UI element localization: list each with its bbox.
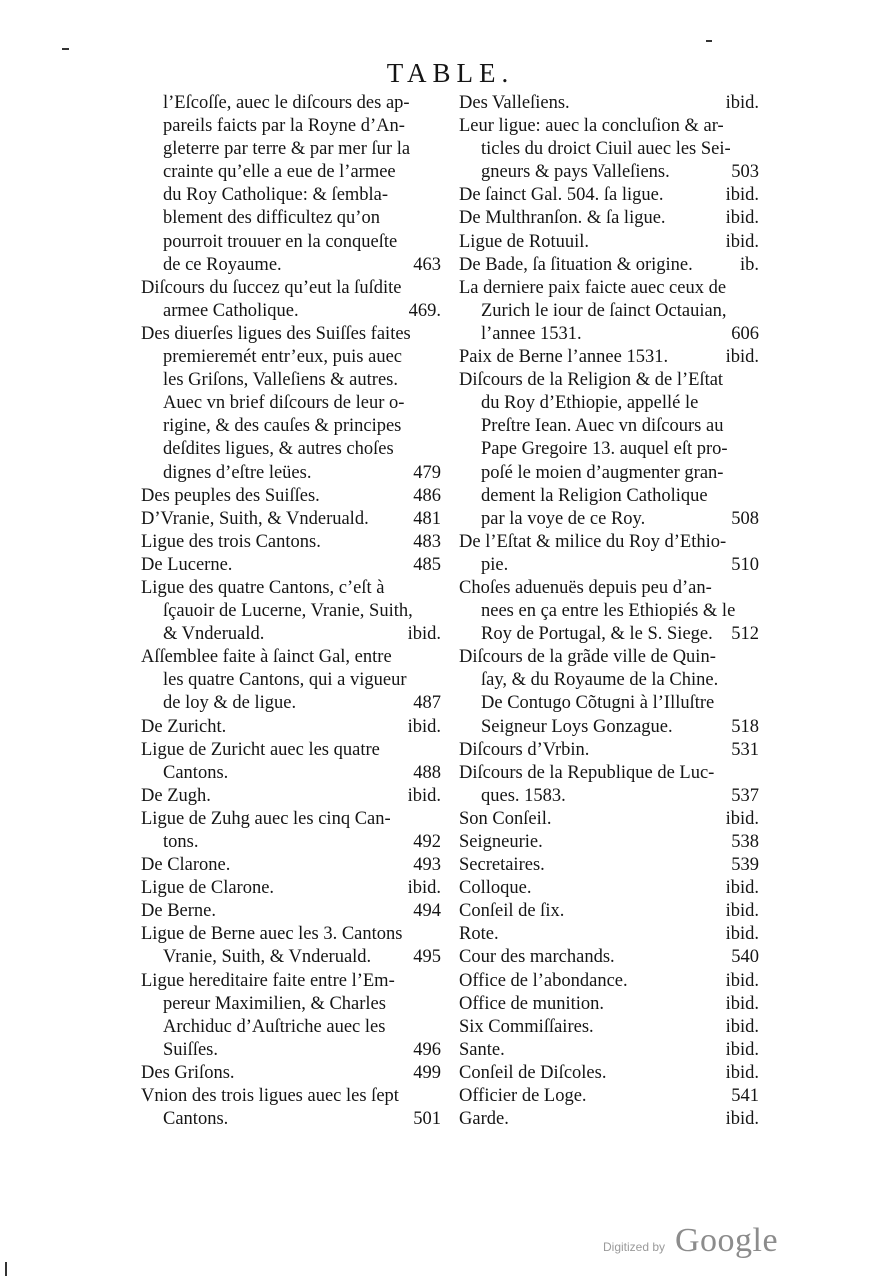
entry-line <box>141 184 441 207</box>
entry-text: Des peuples des Suiſſes. <box>141 485 320 506</box>
entry-line <box>141 254 441 277</box>
page-number: 483 <box>413 531 441 552</box>
page-number: 487 <box>413 693 441 714</box>
entry-line <box>459 462 759 485</box>
entry-line <box>459 716 759 739</box>
index-entry <box>141 92 441 277</box>
entry-text: Ligue des quatre Cantons, c’eſt à <box>141 577 385 598</box>
entry-line <box>141 323 441 346</box>
entry-line <box>459 161 759 184</box>
index-entry <box>141 1062 441 1085</box>
entry-text: Garde. <box>459 1109 509 1130</box>
entry-text: Leur ligue: auec la concluſion & ar- <box>459 116 724 137</box>
entry-text: Zurich le iour de ſainct Octauian, <box>481 300 727 321</box>
entry-text: Ligue des trois Cantons. <box>141 531 321 552</box>
entry-line <box>459 323 759 346</box>
page-number: 481 <box>413 508 441 529</box>
index-entry <box>459 739 759 762</box>
index-entry <box>459 923 759 946</box>
entry-line <box>459 1108 759 1131</box>
entry-text: les quatre Cantons, qui a vigueur <box>163 670 407 691</box>
index-entry <box>141 739 441 785</box>
page-number: 541 <box>731 1086 759 1107</box>
index-entry <box>141 808 441 854</box>
entry-line <box>141 692 441 715</box>
index-entry <box>459 115 759 184</box>
entry-line <box>459 1016 759 1039</box>
entry-line <box>141 785 441 808</box>
entry-text: pie. <box>481 554 509 575</box>
entry-text: De Berne. <box>141 901 216 922</box>
page-number: 501 <box>413 1109 441 1130</box>
entry-text: Aſſemblee faite à ſainct Gal, entre <box>141 647 392 668</box>
page-number: 479 <box>413 462 441 483</box>
entry-text: Ligue hereditaire faite entre l’Em- <box>141 970 395 991</box>
scan-speck <box>706 40 712 42</box>
page-number: ibid. <box>725 924 759 945</box>
entry-text: Cantons. <box>163 762 229 783</box>
index-entry <box>141 1085 441 1131</box>
index-entry <box>459 1016 759 1039</box>
entry-text: Diſcours de la grãde ville de Quin- <box>459 647 716 668</box>
index-entry <box>141 277 441 323</box>
entry-line <box>141 716 441 739</box>
entry-text: Ligue de Zuhg auec les cinq Can- <box>141 808 391 829</box>
entry-text: Cour des marchands. <box>459 947 615 968</box>
page-number: ibid. <box>725 1109 759 1130</box>
entry-text: par la voye de ce Roy. <box>481 508 646 529</box>
entry-line <box>141 577 441 600</box>
entry-text: Diſcours du ſuccez qu’eut la ſuſdite <box>141 277 402 298</box>
entry-line <box>459 739 759 762</box>
entry-line <box>459 231 759 254</box>
page-number: ibid. <box>725 231 759 252</box>
entry-text: du Roy Catholique: & ſembla- <box>163 185 389 206</box>
entry-text: Office de l’abondance. <box>459 970 628 991</box>
entry-text: Ligue de Berne auec les 3. Cantons <box>141 924 403 945</box>
page-number: 496 <box>413 1039 441 1060</box>
entry-text: Preſtre Iean. Auec vn diſcours au <box>481 416 724 437</box>
index-entry <box>459 831 759 854</box>
entry-line <box>141 831 441 854</box>
index-entry <box>459 92 759 115</box>
entry-line <box>141 115 441 138</box>
entry-line <box>141 531 441 554</box>
index-column-right <box>459 92 759 1131</box>
entry-text: De Lucerne. <box>141 554 233 575</box>
entry-line <box>459 669 759 692</box>
index-entry <box>459 184 759 207</box>
entry-line <box>141 946 441 969</box>
index-entry <box>141 531 441 554</box>
entry-text: De Bade, ſa ſituation & origine. <box>459 254 693 275</box>
entry-text: Diſcours de la Republique de Luc- <box>459 762 715 783</box>
entry-line <box>141 462 441 485</box>
entry-line <box>459 808 759 831</box>
entry-line <box>141 970 441 993</box>
entry-text: Sante. <box>459 1039 505 1060</box>
index-entry <box>141 554 441 577</box>
entry-text: & Vnderuald. <box>163 624 265 645</box>
entry-line <box>141 369 441 392</box>
entry-line <box>459 600 759 623</box>
entry-text: Colloque. <box>459 878 532 899</box>
entry-text: l’Eſcoſſe, auec le diſcours des ap- <box>163 93 410 113</box>
entry-line <box>459 277 759 300</box>
index-entry <box>459 854 759 877</box>
entry-text: Ligue de Zuricht auec les quatre <box>141 739 380 760</box>
entry-line <box>459 1085 759 1108</box>
entry-text: tons. <box>163 832 199 852</box>
entry-text: ſay, & du Royaume de la Chine. <box>481 670 719 691</box>
entry-line <box>141 623 441 646</box>
index-entry <box>459 1108 759 1131</box>
entry-line <box>141 207 441 230</box>
index-entry <box>459 877 759 900</box>
entry-line <box>459 115 759 138</box>
entry-text: Des diuerſes ligues des Suiſſes faites <box>141 323 411 344</box>
page-number: ibid. <box>407 624 441 645</box>
digitized-by-label: Digitized by <box>603 1240 666 1254</box>
index-entry <box>459 1085 759 1108</box>
page-number: 510 <box>731 554 759 575</box>
page-number: 493 <box>413 855 441 876</box>
entry-text: premieremét entr’eux, puis auec <box>163 347 403 368</box>
page-number: 512 <box>731 624 759 645</box>
page-number: ibid. <box>725 208 759 229</box>
page-number: 606 <box>731 323 759 344</box>
entry-line <box>141 600 441 623</box>
entry-line <box>459 946 759 969</box>
entry-line <box>141 1108 441 1131</box>
entry-line <box>459 508 759 531</box>
entry-line <box>459 438 759 461</box>
page-number: 540 <box>731 947 759 968</box>
entry-text: De Clarone. <box>141 855 231 876</box>
entry-text: Secretaires. <box>459 855 545 876</box>
page-number: ibid. <box>725 993 759 1014</box>
entry-text: De l’Eſtat & milice du Roy d’Ethio- <box>459 531 727 552</box>
entry-line <box>141 646 441 669</box>
scan-speck <box>62 48 69 50</box>
entry-text: Diſcours de la Religion & de l’Eſtat <box>459 370 724 391</box>
entry-text: La derniere paix faicte auec ceux de <box>459 277 727 298</box>
entry-text: nees en ça entre les Ethiopiés & le <box>481 601 736 622</box>
index-entry <box>459 646 759 738</box>
entry-text: dement la Religion Catholique <box>481 485 708 506</box>
entry-text: Des Griſons. <box>141 1062 235 1083</box>
entry-text: dignes d’eſtre leües. <box>163 462 312 483</box>
page-number: 518 <box>731 716 759 737</box>
page-number: ibid. <box>407 878 441 899</box>
page-number: 469. <box>408 300 441 321</box>
entry-line <box>141 762 441 785</box>
entry-line <box>141 392 441 415</box>
page-number: 538 <box>731 832 759 852</box>
index-entry <box>141 323 441 485</box>
index-entry <box>459 1039 759 1062</box>
entry-text: Son Conſeil. <box>459 808 552 829</box>
entry-line <box>141 161 441 184</box>
entry-line <box>141 438 441 461</box>
entry-text: poſé le moien d’augmenter gran- <box>481 462 724 483</box>
page-number: 531 <box>731 739 759 760</box>
index-entry <box>459 254 759 277</box>
entry-line <box>141 1016 441 1039</box>
entry-line <box>141 485 441 508</box>
entry-line <box>459 300 759 323</box>
entry-text: Rote. <box>459 924 499 945</box>
entry-line <box>141 1039 441 1062</box>
page-number: ibid. <box>725 93 759 113</box>
index-entry <box>141 785 441 808</box>
entry-text: Roy de Portugal, & le S. Siege. <box>481 624 713 645</box>
page-number: ibid. <box>725 1039 759 1060</box>
index-entry <box>459 531 759 577</box>
entry-text: Choſes aduenuës depuis peu d’an- <box>459 577 712 598</box>
entry-text: rigine, & des cauſes & principes <box>163 416 402 437</box>
entry-text: Diſcours d’Vrbin. <box>459 739 590 760</box>
entry-text: Cantons. <box>163 1109 229 1130</box>
entry-text: ticles du droict Ciuil auec les Sei- <box>481 139 731 160</box>
entry-line <box>141 415 441 438</box>
scan-speck <box>5 1262 7 1276</box>
index-entry <box>141 877 441 900</box>
index-entry <box>459 577 759 646</box>
page-number: 495 <box>413 947 441 968</box>
entry-line <box>141 669 441 692</box>
entry-line <box>459 415 759 438</box>
entry-text: De Multhranſon. & ſa ligue. <box>459 208 666 229</box>
entry-line <box>459 623 759 646</box>
page-number: 485 <box>413 554 441 575</box>
index-entry <box>141 854 441 877</box>
entry-text: ques. 1583. <box>481 785 566 806</box>
index-entry <box>459 970 759 993</box>
entry-text: De ſainct Gal. 504. ſa ligue. <box>459 185 664 206</box>
entry-text: Des Valleſiens. <box>459 93 570 113</box>
index-entry <box>459 277 759 346</box>
entry-line <box>459 923 759 946</box>
entry-line <box>459 900 759 923</box>
entry-text: De Contugo Cõtugni à l’Illuſtre <box>481 693 715 714</box>
index-entry <box>459 369 759 531</box>
entry-text: de ce Royaume. <box>163 254 282 275</box>
entry-line <box>141 877 441 900</box>
index-entry <box>141 508 441 531</box>
entry-text: Vranie, Suith, & Vnderuald. <box>163 947 372 968</box>
google-logo: Google <box>675 1222 779 1259</box>
entry-text: De Zugh. <box>141 785 211 806</box>
index-entry <box>141 716 441 739</box>
entry-line <box>141 138 441 161</box>
page-number: 494 <box>413 901 441 922</box>
entry-text: Officier de Loge. <box>459 1086 587 1107</box>
entry-line <box>459 485 759 508</box>
entry-text: Six Commiſſaires. <box>459 1016 594 1037</box>
page-number: 537 <box>731 785 759 806</box>
index-entry <box>459 900 759 923</box>
entry-line <box>141 900 441 923</box>
entry-text: pareils faicts par la Royne d’An- <box>163 116 405 137</box>
index-entry <box>141 577 441 646</box>
entry-line <box>141 808 441 831</box>
entry-line <box>459 993 759 1016</box>
entry-text: pereur Maximilien, & Charles <box>163 993 386 1014</box>
entry-line <box>459 785 759 808</box>
page-number: ib. <box>739 254 759 275</box>
entry-line <box>141 1062 441 1085</box>
entry-text: Vnion des trois ligues auec les ſept <box>141 1086 399 1107</box>
entry-text: les Griſons, Valleſiens & autres. <box>163 370 398 391</box>
entry-line <box>141 1085 441 1108</box>
page-number: 492 <box>413 832 441 852</box>
page-number: 486 <box>413 485 441 506</box>
index-entry <box>459 762 759 808</box>
page-number: 508 <box>731 508 759 529</box>
page-number: ibid. <box>725 808 759 829</box>
entry-line <box>459 577 759 600</box>
entry-line <box>459 646 759 669</box>
entry-line <box>459 970 759 993</box>
index-entry <box>459 207 759 230</box>
index-entry <box>141 485 441 508</box>
page-number: ibid. <box>407 785 441 806</box>
page-number: ibid. <box>725 185 759 206</box>
index-entry <box>459 231 759 254</box>
entry-text: Conſeil de Diſcoles. <box>459 1062 607 1083</box>
entry-text: du Roy d’Ethiopie, appellé le <box>481 393 699 414</box>
entry-line <box>459 138 759 161</box>
entry-line <box>459 1039 759 1062</box>
entry-line <box>459 1062 759 1085</box>
entry-line <box>459 392 759 415</box>
entry-text: Seigneur Loys Gonzague. <box>481 716 673 737</box>
entry-text: crainte qu’elle a eue de l’armee <box>163 162 396 183</box>
entry-line <box>141 923 441 946</box>
entry-line <box>459 254 759 277</box>
entry-line <box>459 762 759 785</box>
entry-text: gleterre par terre & par mer ſur la <box>163 139 411 160</box>
page-number: 503 <box>731 162 759 183</box>
entry-text: Ligue de Clarone. <box>141 878 275 899</box>
digitized-watermark <box>603 1222 803 1262</box>
entry-text: Seigneurie. <box>459 832 543 852</box>
entry-text: Archiduc d’Auſtriche auec les <box>163 1016 386 1037</box>
index-entry <box>141 646 441 715</box>
index-column-left <box>141 92 441 1131</box>
entry-text: l’annee 1531. <box>481 323 582 344</box>
entry-text: blement des difficultez qu’on <box>163 208 380 229</box>
page-number: ibid. <box>725 970 759 991</box>
entry-text: Auec vn brief diſcours de leur o- <box>163 393 405 414</box>
page-number: ibid. <box>725 347 759 368</box>
entry-line <box>141 554 441 577</box>
entry-text: Ligue de Rotuuil. <box>459 231 589 252</box>
entry-line <box>141 300 441 323</box>
entry-line <box>459 207 759 230</box>
entry-text: de loy & de ligue. <box>163 693 297 714</box>
entry-line <box>141 92 441 115</box>
page-number: 539 <box>731 855 759 876</box>
page-number: ibid. <box>725 1062 759 1083</box>
entry-line <box>141 854 441 877</box>
index-entry <box>459 808 759 831</box>
index-entry <box>141 923 441 969</box>
entry-line <box>141 508 441 531</box>
page-number: 488 <box>413 762 441 783</box>
entry-line <box>459 554 759 577</box>
entry-line <box>459 831 759 854</box>
entry-text: D’Vranie, Suith, & Vnderuald. <box>141 508 369 529</box>
entry-line <box>141 993 441 1016</box>
page-title: TABLE. <box>386 58 515 88</box>
entry-text: De Zuricht. <box>141 716 227 737</box>
entry-text: Pape Gregoire 13. auquel eſt pro- <box>481 439 728 460</box>
entry-line <box>459 184 759 207</box>
entry-line <box>141 277 441 300</box>
entry-text: deſdites ligues, & autres choſes <box>163 439 394 460</box>
entry-text: Office de munition. <box>459 993 605 1014</box>
entry-text: Suiſſes. <box>163 1039 218 1060</box>
entry-line <box>459 346 759 369</box>
entry-text: armee Catholique. <box>163 300 299 321</box>
entry-line <box>459 531 759 554</box>
entry-text: gneurs & pays Valleſiens. <box>481 162 670 183</box>
entry-line <box>459 877 759 900</box>
page-number: ibid. <box>725 878 759 899</box>
entry-line <box>141 739 441 762</box>
entry-line <box>459 692 759 715</box>
index-entry <box>459 346 759 369</box>
entry-text: pourroit trouuer en la conqueſte <box>163 231 398 252</box>
index-entry <box>459 993 759 1016</box>
index-entry <box>459 946 759 969</box>
page-number: ibid. <box>725 1016 759 1037</box>
page-number: 499 <box>413 1062 441 1083</box>
page-number: ibid. <box>407 716 441 737</box>
entry-line <box>459 92 759 115</box>
index-entry <box>141 970 441 1062</box>
entry-line <box>141 231 441 254</box>
entry-line <box>459 854 759 877</box>
entry-text: Conſeil de ſix. <box>459 901 565 922</box>
entry-text: Paix de Berne l’annee 1531. <box>459 347 669 368</box>
page-number: ibid. <box>725 901 759 922</box>
entry-text: ſçauoir de Lucerne, Vranie, Suith, <box>163 601 413 622</box>
entry-line <box>141 346 441 369</box>
entry-line <box>459 369 759 392</box>
page-number: 463 <box>413 254 441 275</box>
index-entry <box>459 1062 759 1085</box>
index-entry <box>141 900 441 923</box>
